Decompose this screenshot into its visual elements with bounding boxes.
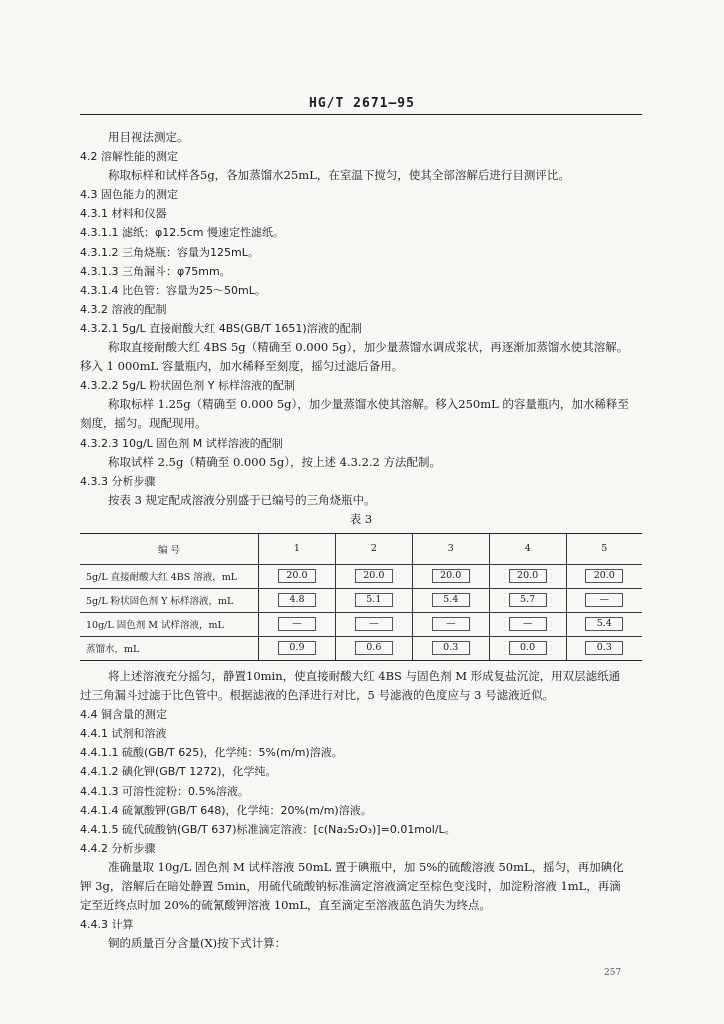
paragraph-line: 准确量取 10g/L 固色剂 M 试样溶液 50mL 置于碘瓶中，加 5%的硫酸溶液 50mL，摇匀，再加碘化 [108,859,624,874]
table-cell [259,564,336,588]
table-row [80,588,642,612]
table-cell-value: 4.8 [278,593,316,607]
table-cell [489,588,566,612]
paragraph-line: 用目视法测定。 [108,130,189,144]
table-row [80,636,642,660]
body-text-part-1 [80,128,642,510]
table-cell [566,636,642,660]
paragraph-line: 称取标样和试样各5g，各加蒸馏水25mL，在室温下搅匀，使其全部溶解后进行目测评比。 [108,168,570,183]
section-heading: 4.4.2 分析步骤 [80,841,156,855]
table-3 [80,533,642,661]
table-cell-value: 5.7 [509,593,547,607]
table-col-header: 3 [412,533,489,564]
section-heading: 4.3.2.1 5g/L 直接耐酸大红 4BS(GB/T 1651)溶液的配制 [80,321,362,335]
header-rule [80,114,642,115]
section-heading: 4.3.2.3 10g/L 固色剂 M 试样溶液的配制 [80,436,283,450]
section-heading: 4.3 固色能力的测定 [80,188,178,202]
table-row-label: 蒸馏水，mL [80,636,259,660]
section-heading: 4.3.1.4 比色管：容量为25～50mL。 [80,283,266,297]
table-cell-value: 20.0 [585,569,623,583]
table-cell-value: 20.0 [355,569,393,583]
table-cell [412,636,489,660]
paragraph-line: 过三角漏斗过滤于比色管中。根据滤液的色泽进行对比，5 号滤液的色度应与 3 号滤液近似。 [80,688,555,703]
table-col-header: 5 [566,533,642,564]
section-heading: 4.4.1.4 硫氰酸钾(GB/T 648)，化学纯：20%(m/m)溶液。 [80,803,372,817]
table-cell-value: 0.3 [432,641,470,655]
table-cell-value: 20.0 [509,569,547,583]
table-cell [412,588,489,612]
table-row-label: 10g/L 固色剂 M 试样溶液，mL [80,612,259,636]
paragraph-line: 铜的质量百分含量(X)按下式计算： [108,936,287,951]
table-cell [335,612,412,636]
table-cell-value: — [355,617,393,631]
section-heading: 4.4.1.1 硫酸(GB/T 625)，化学纯：5%(m/m)溶液。 [80,746,343,760]
table-caption: 表 3 [349,511,373,526]
table-row-label: 5g/L 粉状固色剂 Y 标样溶液，mL [80,588,259,612]
paragraph-line: 定至近终点时加 20%的硫氰酸钾溶液 10mL，直至滴定至溶液蓝色消失为终点。 [80,898,492,913]
table-col-header: 1 [259,533,336,564]
table-cell-value: 5.1 [355,593,393,607]
section-heading: 4.2 溶解性能的测定 [80,150,178,164]
table-cell [259,636,336,660]
table-cell-value: — [432,617,470,631]
section-heading: 4.3.1.3 三角漏斗：φ75mm。 [80,264,231,278]
table-cell-value: 5.4 [585,617,623,631]
table-cell [489,636,566,660]
standard-header: HG/T 2671—95 [309,96,415,111]
section-heading: 4.3.1.1 滤纸：φ12.5cm 慢速定性滤纸。 [80,226,284,240]
paragraph-line: 移入 1 000mL 容量瓶内，加水稀释至刻度，摇匀过滤后备用。 [80,359,404,374]
table-cell [489,564,566,588]
table-cell-value: 5.4 [432,593,470,607]
section-heading: 4.4 铜含量的测定 [80,708,167,722]
table-cell-value: 20.0 [278,569,316,583]
table-cell-value: 20.0 [432,569,470,583]
table-cell [566,588,642,612]
table-cell [566,612,642,636]
page-number: 257 [604,968,622,978]
section-heading: 4.4.1.5 硫代硫酸钠(GB/T 637)标准滴定溶液：[c(Na₂S₂O₃)]=0.01mol/L。 [80,822,456,836]
paragraph-line: 称取试样 2.5g（精确至 0.000 5g），按上述 4.3.2.2 方法配制。 [108,454,442,469]
table-cell [335,636,412,660]
table-cell [335,588,412,612]
section-heading: 4.3.1 材料和仪器 [80,207,167,221]
table-header-label: 编 号 [80,533,259,564]
section-heading: 4.3.2.2 5g/L 粉状固色剂 Y 标样溶液的配制 [80,379,296,393]
table-col-header: 2 [335,533,412,564]
paragraph-line: 称取标样 1.25g（精确至 0.000 5g），加少量蒸馏水使其溶解。移入250mL 的容量瓶内，加水稀释至 [108,397,629,412]
table-cell [412,564,489,588]
table-cell-value: 0.0 [509,641,547,655]
table-row-label: 5g/L 直接耐酸大红 4BS 溶液，mL [80,564,259,588]
table-header-row [80,533,642,564]
paragraph-line: 将上述溶液充分摇匀，静置10min，使直接耐酸大红 4BS 与固色剂 M 形成复盐沉淀，用双层滤纸通 [108,668,621,683]
paragraph-line: 钾 3g，溶解后在暗处静置 5min，用硫代硫酸钠标准滴定溶液滴定至棕色变浅时，加淀粉溶液 1mL，再滴 [80,879,621,893]
table-row [80,564,642,588]
paragraph-line: 按表 3 规定配成溶液分别盛于已编号的三角烧瓶中。 [108,492,376,507]
section-heading: 4.4.1.3 可溶性淀粉：0.5%溶液。 [80,784,249,798]
table-cell [259,588,336,612]
table-cell [566,564,642,588]
table-row [80,612,642,636]
section-heading: 4.3.1.2 三角烧瓶：容量为125mL。 [80,245,259,259]
body-content [80,128,642,953]
section-heading: 4.3.2 溶液的配制 [80,302,167,316]
table-cell [412,612,489,636]
paragraph-line: 称取直接耐酸大红 4BS 5g（精确至 0.000 5g），加少量蒸馏水调成浆状，再逐渐加蒸馏水使其溶解。 [108,340,629,355]
section-heading: 4.4.3 计算 [80,918,134,932]
table-cell-value: 0.3 [585,641,623,655]
paragraph-line: 刻度，摇匀。现配现用。 [80,416,207,431]
table-cell-value: — [278,617,316,631]
body-text-part-2 [80,667,642,953]
table-cell-value: 0.9 [278,641,316,655]
table-col-header: 4 [489,533,566,564]
section-heading: 4.3.3 分析步骤 [80,474,156,488]
table-cell [335,564,412,588]
table-cell-value: — [509,617,547,631]
section-heading: 4.4.1.2 碘化钾(GB/T 1272)，化学纯。 [80,765,277,779]
table-cell-value: — [585,593,623,607]
section-heading: 4.4.1 试剂和溶液 [80,727,167,741]
table-cell [259,612,336,636]
table-cell [489,612,566,636]
table-cell-value: 0.6 [355,641,393,655]
